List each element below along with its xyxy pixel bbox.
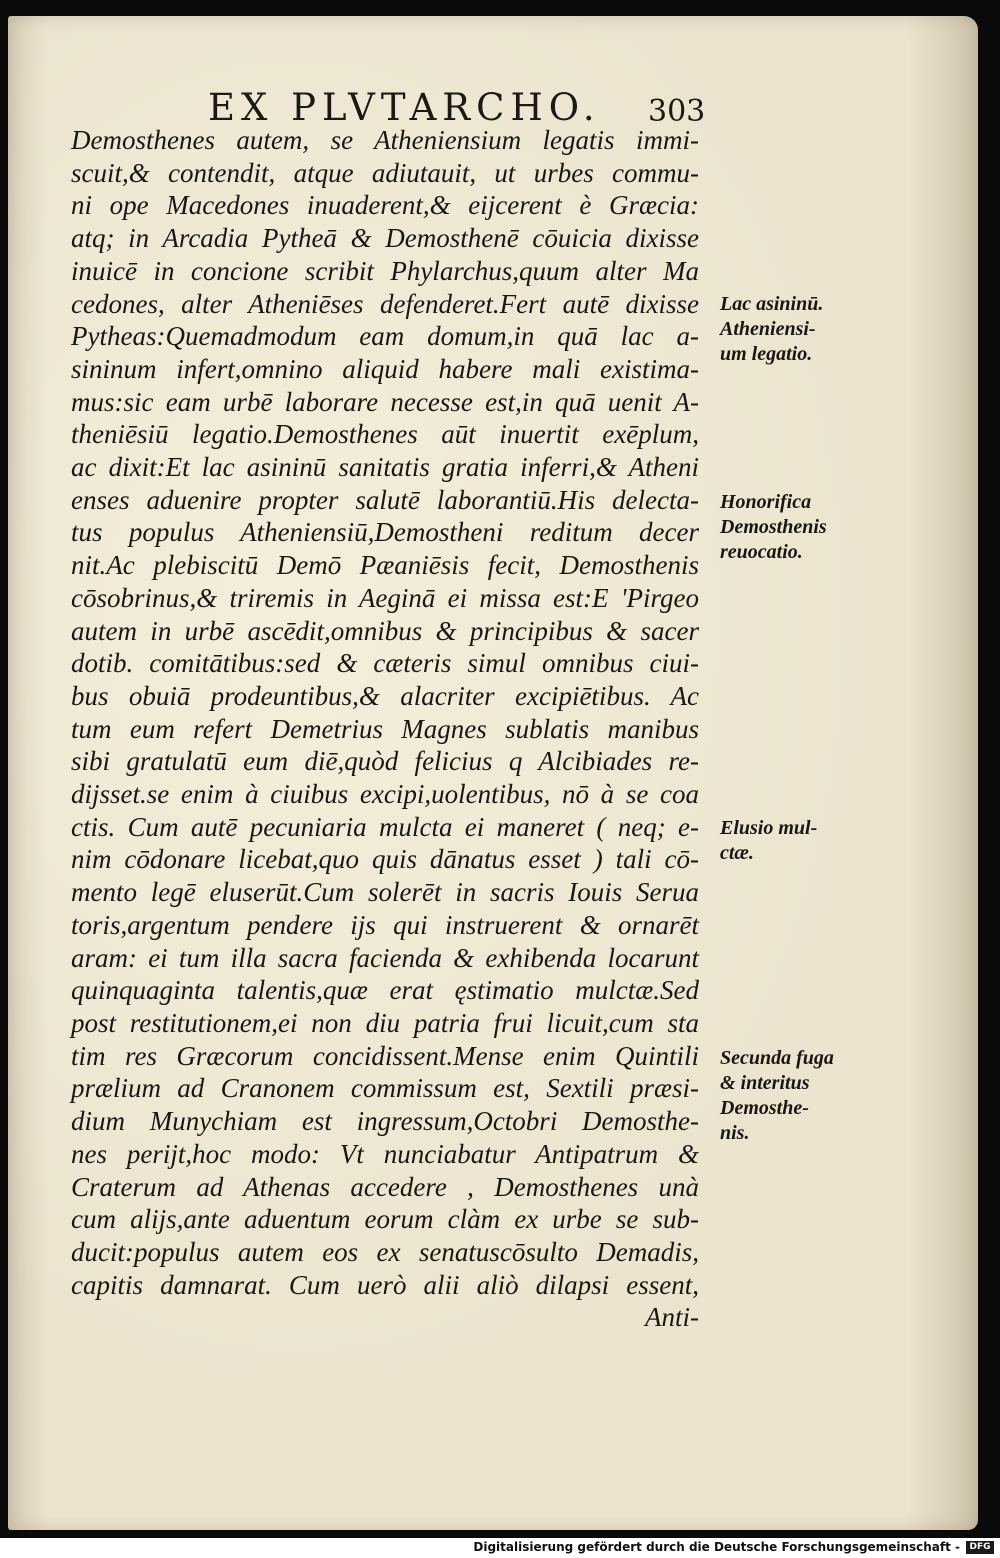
- text-line: toris,argentum pendere ijs qui instruerent & ornarēt: [71, 909, 699, 940]
- text-line: sibi gratulatū eum diē,quòd felicius q Alcibiades re-: [71, 746, 699, 777]
- text-line: cedones, alter Atheniēses defenderet.Fert autē dixisse: [71, 288, 699, 319]
- text-line: tim res Græcorum concidissent.Mense enim Quintili: [71, 1040, 699, 1071]
- text-line: dotib. comitātibus:sed & cæteris simul omnibus ciui-: [71, 648, 699, 679]
- margin-note-line: Demosthenis: [720, 516, 827, 538]
- margin-note-line: Honorifica: [720, 491, 812, 513]
- margin-note-line: Atheniensi-: [720, 318, 816, 340]
- margin-note-secunda-fuga: [720, 1046, 834, 1146]
- text-line: ni ope Macedones inuaderent,& eijcerent è Græcia:: [71, 190, 699, 221]
- footer-bar: [0, 1538, 1000, 1558]
- body-text: [71, 124, 711, 1334]
- margin-note-line: reuocatio.: [720, 541, 803, 563]
- text-line: mento legē eluserūt.Cum solerēt in sacris Iouis Serua: [71, 877, 699, 908]
- text-line: atq; in Arcadia Pytheā & Demosthenē cōuicia dixisse: [71, 223, 699, 254]
- text-line: inuicē in concione scribit Phylarchus,quum alter Ma: [71, 255, 699, 286]
- margin-note-line: um legatio.: [720, 343, 813, 365]
- text-line: enses aduenire propter salutē laborantiū.His delecta-: [71, 484, 699, 515]
- text-line: theniēsiū legatio.Demosthenes aūt inuertit exēplum,: [71, 419, 699, 450]
- text-line: nit.Ac plebiscitū Demō Pæaniēsis fecit, Demosthenis: [71, 550, 699, 581]
- margin-note-line: ctæ.: [720, 842, 754, 864]
- text-line: dium Munychiam est ingressum,Octobri Demosthe-: [71, 1106, 699, 1137]
- margin-note-line: Elusio mul-: [720, 817, 818, 839]
- text-line: post restitutionem,ei non diu patria frui licuit,cum sta: [71, 1007, 699, 1038]
- page-number: 303: [648, 94, 706, 129]
- margin-note-line: Lac asininū.: [720, 293, 824, 315]
- text-line: autem in urbē ascēdit,omnibus & principibus & sacer: [71, 615, 699, 646]
- margin-note-lac-asininum: [720, 292, 823, 367]
- text-line: capitis damnarat. Cum uerò alii aliò dilapsi essent,: [71, 1269, 699, 1300]
- text-line: cōsobrinus,& triremis in Aeginā ei missa est:E 'Pirgeo: [71, 582, 699, 613]
- book-page: [8, 16, 978, 1530]
- running-head: EX PLVTARCHO.: [208, 86, 601, 129]
- margin-note-line: & interitus: [720, 1072, 810, 1094]
- text-line: dijsset.se enim à ciuibus excipi,uolentibus, nō à se coa: [71, 779, 699, 810]
- margin-note-elusio: [720, 816, 817, 866]
- text-line: nes perijt,hoc modo: Vt nunciabatur Antipatrum &: [71, 1138, 699, 1169]
- dfg-logo: DFG: [966, 1541, 994, 1554]
- funding-credit: Digitalisierung gefördert durch die Deutsche Forschungsgemeinschaft -: [473, 1540, 960, 1554]
- text-line: ac dixit:Et lac asininū sanitatis gratia inferri,& Atheni: [71, 452, 699, 483]
- text-line: scuit,& contendit, atque adiutauit, ut urbes commu-: [71, 157, 699, 188]
- text-line: Pytheas:Quemadmodum eam domum,in quā lac a-: [71, 321, 699, 352]
- text-line: Craterum ad Athenas accedere , Demosthenes unà: [71, 1171, 699, 1202]
- margin-note-line: Secunda fuga: [720, 1047, 834, 1069]
- text-line: sininum infert,omnino aliquid habere mali existima-: [71, 353, 699, 384]
- text-line: ctis. Cum autē pecuniaria mulcta ei maneret ( neq; e-: [71, 811, 699, 842]
- text-line: ducit:populus autem eos ex senatuscōsulto Demadis,: [71, 1236, 699, 1267]
- text-line: bus obuiā prodeuntibus,& alacriter excipiētibus. Ac: [71, 680, 699, 711]
- text-line: aram: ei tum illa sacra facienda & exhibenda locarunt: [71, 942, 699, 973]
- text-line: tus populus Atheniensiū,Demostheni reditum decer: [71, 517, 699, 548]
- text-line: tum eum refert Demetrius Magnes sublatis manibus: [71, 713, 699, 744]
- margin-note-line: Demosthe-: [720, 1097, 809, 1119]
- margin-note-line: nis.: [720, 1122, 750, 1144]
- margin-note-honorifica: [720, 490, 827, 565]
- text-line: prælium ad Cranonem commissum est, Sextili præsi-: [71, 1073, 699, 1104]
- text-line: cum alijs,ante aduentum eorum clàm ex urbe se sub-: [71, 1204, 699, 1235]
- text-line: quinquaginta talentis,quæ erat ęstimatio mulctæ.Sed: [71, 975, 699, 1006]
- text-line: mus:sic eam urbē laborare necesse est,in quā uenit A-: [71, 386, 699, 417]
- catchword: Anti-: [645, 1302, 699, 1333]
- text-line: nim cōdonare licebat,quo quis dānatus esset ) tali cō-: [71, 844, 699, 875]
- text-line: Demosthenes autem, se Atheniensium legatis immi-: [71, 125, 699, 155]
